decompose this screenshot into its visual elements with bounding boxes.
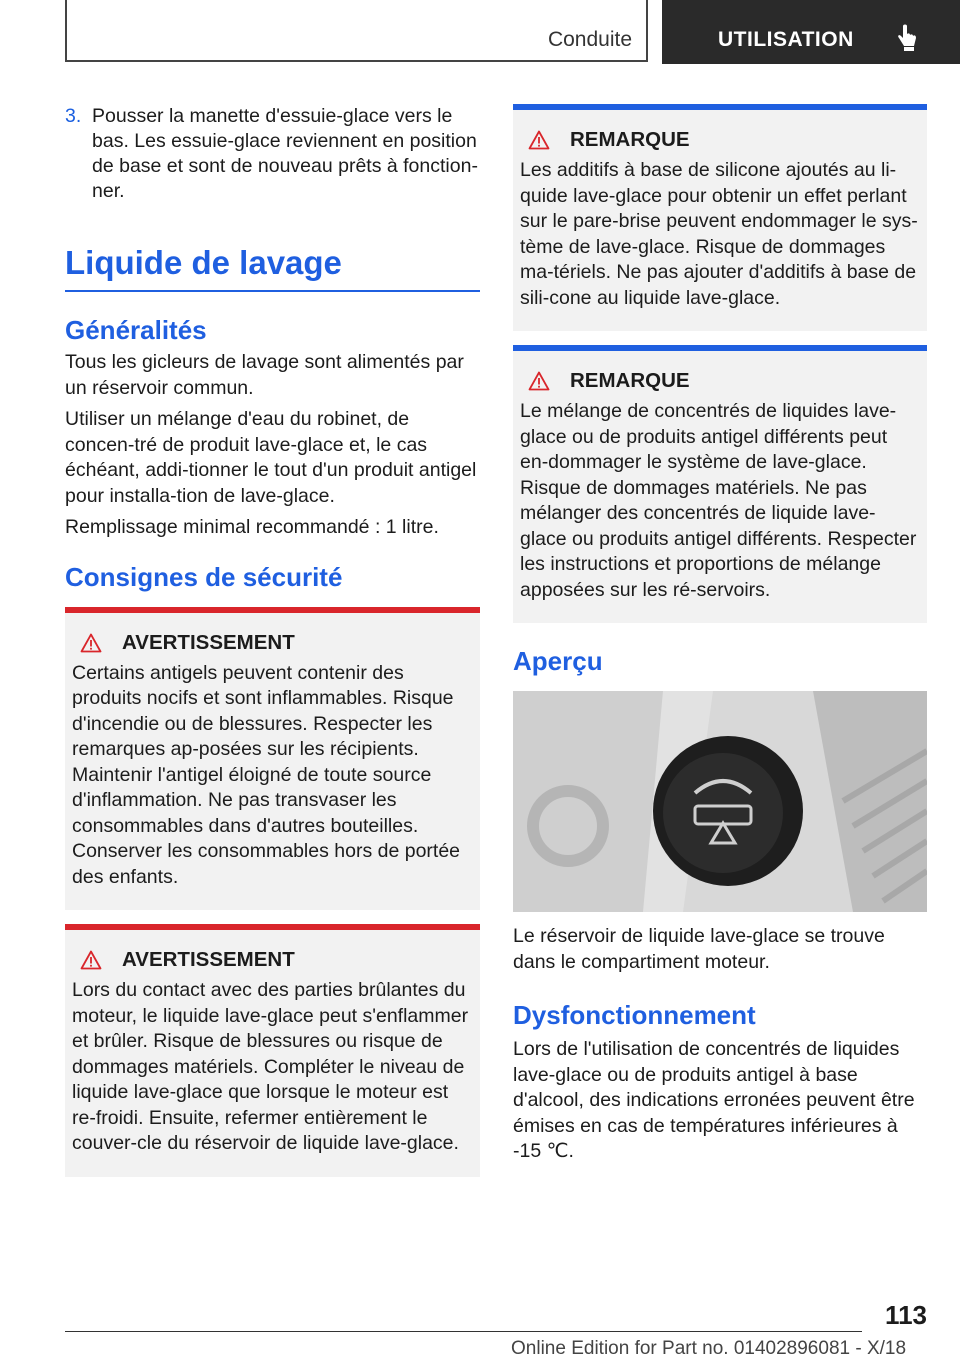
- general-paragraph-2: Utiliser un mélange d'eau du robinet, de concen-tré de produit lave-glace et, le cas échéant, addi-tionner le tout d'un produit antigel pour installa-tion de lave-glace.: [65, 408, 477, 507]
- chapter-tab: [662, 0, 960, 64]
- warning-text: Lors du contact avec des parties brûlantes du moteur, le liquide lave-glace peut s'enflammer et brûler. Risque de blessures ou risque de dommages matériels. Compléter le niveau de liquide lave-glace que lorsque le moteur est re-froidi. Ensuite, refermer entièrement le couver-cle du réservoir de liquide lave-glace.: [72, 979, 469, 1154]
- note-text: Le mélange de concentrés de liquides lave-glace ou de produits antigel différents peut en-dommager le système de lave-glace. Risque de dommages matériels. Ne pas mélanger des concentrés de liquide lave-glace ou produits antigel différents. Respecter les instructions et proportions de mélange apposées sur les ré-servoirs.: [520, 400, 917, 601]
- general-heading: Généralités: [65, 315, 207, 345]
- warning-header: [72, 948, 472, 972]
- warning-triangle-icon: [80, 633, 102, 653]
- note-text: Les additifs à base de silicone ajoutés au li-quide lave-glace pour obtenir un effet perlant sur le pare-brise peuvent endommager le sys-tème de lave-glace. Risque de dommages ma-tériels. Ne pas ajouter d'additifs à base de sili-cone au liquide lave-glace.: [520, 159, 918, 309]
- warning-box-1: [65, 607, 480, 911]
- edition-footer: Online Edition for Part no. 01402896081 - X/18: [511, 1338, 907, 1359]
- warning-triangle-icon: [528, 130, 550, 150]
- general-paragraph-3: Remplissage minimal recommandé : 1 litre.: [65, 516, 439, 538]
- section-tab: [65, 0, 648, 62]
- warning-triangle-icon: [80, 950, 102, 970]
- note-box-2: [513, 345, 927, 623]
- warning-box-2: [65, 924, 480, 1177]
- warning-header: [72, 631, 472, 655]
- overview-heading: Aperçu: [513, 646, 603, 676]
- hand-pointer-icon: [896, 24, 918, 52]
- left-column: [65, 104, 480, 1177]
- note-header: [520, 369, 919, 393]
- warning-label: AVERTISSEMENT: [122, 630, 295, 654]
- overview-caption: Le réservoir de liquide lave-glace se trouve dans le compartiment moteur.: [513, 925, 885, 973]
- section-title: Liquide de lavage: [65, 244, 480, 292]
- step-text: Pousser la manette d'essuie-glace vers le bas. Les essuie-glace reviennent en position de base et sont de nouveau prêts à fonction-ner.: [92, 105, 478, 202]
- right-column: [513, 104, 927, 1171]
- note-box-1: [513, 104, 927, 331]
- safety-heading: Consignes de sécurité: [65, 561, 343, 592]
- footer-divider: [65, 1331, 862, 1332]
- note-label: REMARQUE: [570, 369, 690, 392]
- warning-label: AVERTISSEMENT: [122, 948, 295, 971]
- warning-triangle-icon: [528, 371, 550, 391]
- malfunction-heading: Dysfonctionnement: [513, 1000, 756, 1030]
- note-header: [520, 128, 919, 152]
- step-number: 3.: [65, 105, 82, 127]
- warning-text: Certains antigels peuvent contenir des produits nocifs et sont inflammables. Risque d'incendie ou de blessures. Respecter les remarques ap-posées sur les récipients. Maintenir l'antigel éloigné de toute source d'inflammation. Ne pas transvaser les consommables dans d'autres bouteilles. Conserver les consommables hors de portée des enfants.: [72, 661, 461, 888]
- washer-reservoir-photo: [513, 691, 927, 912]
- step-item: [65, 104, 480, 204]
- note-label: REMARQUE: [570, 128, 690, 151]
- general-paragraph-1: Tous les gicleurs de lavage sont alimentés par un réservoir commun.: [65, 351, 464, 399]
- section-tab-label: Conduite: [547, 28, 632, 51]
- chapter-tab-label: UTILISATION: [718, 28, 854, 51]
- page-number: 113: [885, 1300, 927, 1330]
- malfunction-text: Lors de l'utilisation de concentrés de liquides lave-glace ou de produits antigel à base d'alcool, des indications erronées peuvent être émises en cas de températures inférieures à -15 ℃.: [513, 1038, 915, 1162]
